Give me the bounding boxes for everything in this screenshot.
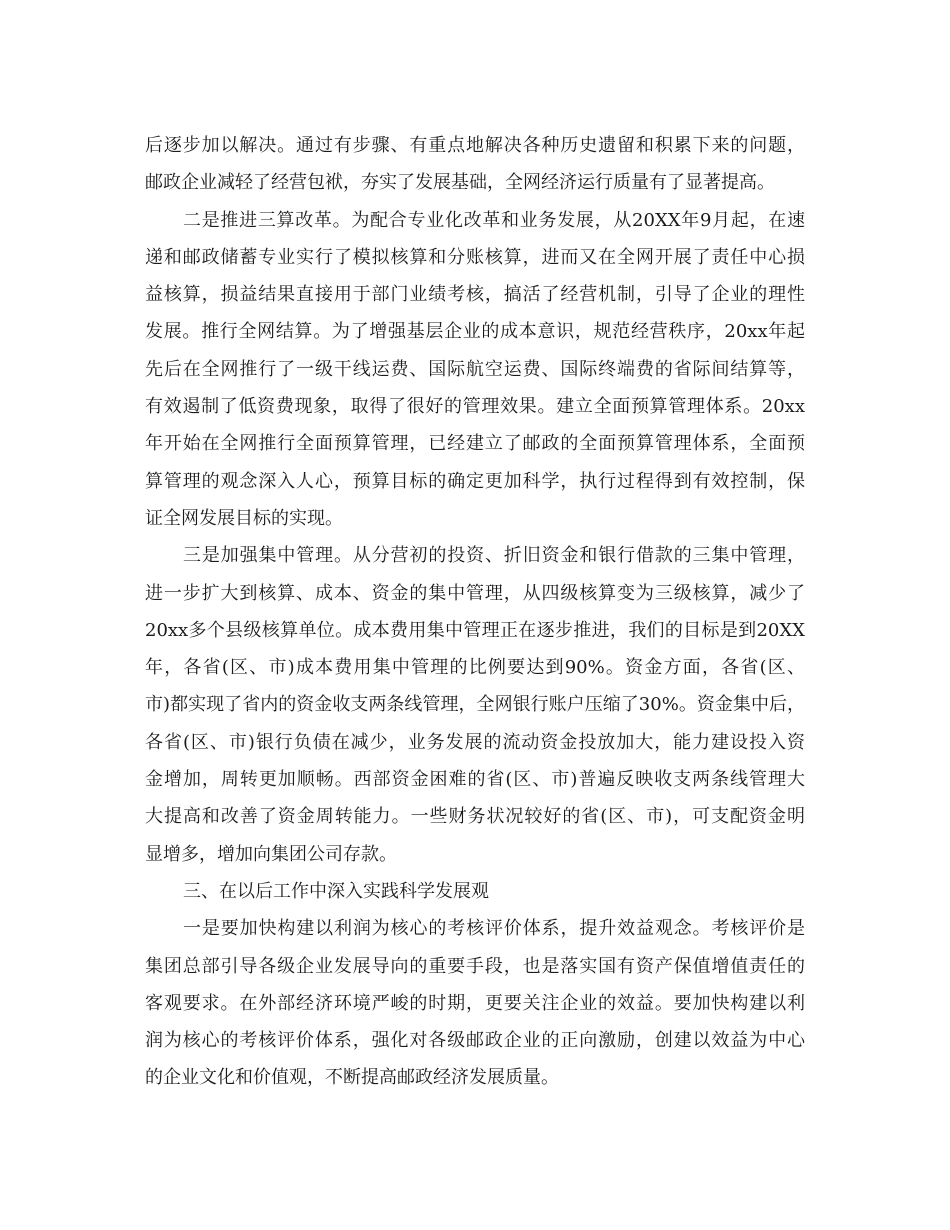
text-line: 进一步扩大到核算、成本、资金的集中管理，从四级核算变为三级核算，减少了 (145, 582, 805, 604)
text-line: 集团总部引导各级企业发展导向的重要手段，也是落实国有资产保值增值责任的 (145, 955, 805, 977)
text-line: 大提高和改善了资金周转能力。一些财务状况较好的省(区、市)，可支配资金明 (145, 806, 805, 828)
text-line: 金增加，周转更加顺畅。西部资金困难的省(区、市)普遍反映收支两条线管理大 (145, 769, 805, 791)
text-line: 一是要加快构建以利润为核心的考核评价体系，提升效益观念。考核评价是 (183, 918, 805, 940)
text-line: 证全网发展目标的实现。 (145, 507, 343, 529)
text-line: 先后在全网推行了一级干线运费、国际航空运费、国际终端费的省际间结算等， (145, 358, 805, 380)
text-line: 三、在以后工作中深入实践科学发展观 (183, 880, 489, 902)
text-line: 益核算，损益结果直接用于部门业绩考核，搞活了经营机制，引导了企业的理性 (145, 284, 805, 306)
text-line: 年开始在全网推行全面预算管理，已经建立了邮政的全面预算管理体系，全面预 (145, 433, 805, 455)
text-line: 的企业文化和价值观，不断提高邮政经济发展质量。 (145, 1067, 559, 1089)
text-line: 各省(区、市)银行负债在减少，业务发展的流动资金投放加大，能力建设投入资 (145, 731, 805, 753)
text-line: 递和邮政储蓄专业实行了模拟核算和分账核算，进而又在全网开展了责任中心损 (145, 246, 805, 268)
text-line: 市)都实现了省内的资金收支两条线管理，全网银行账户压缩了30%。资金集中后， (145, 694, 805, 716)
text-line: 20xx多个县级核算单位。成本费用集中管理正在逐步推进，我们的目标是到20XX (145, 619, 805, 641)
text-line: 邮政企业减轻了经营包袱，夯实了发展基础，全网经济运行质量有了显著提高。 (145, 172, 775, 194)
text-line: 年，各省(区、市)成本费用集中管理的比例要达到90%。资金方面，各省(区、 (145, 657, 805, 679)
text-line: 显增多，增加向集团公司存款。 (145, 843, 397, 865)
text-line: 算管理的观念深入人心，预算目标的确定更加科学，执行过程得到有效控制，保 (145, 470, 805, 492)
text-line: 二是推进三算改革。为配合专业化改革和业务发展，从20XX年9月起，在速 (183, 209, 805, 231)
text-line: 后逐步加以解决。通过有步骤、有重点地解决各种历史遗留和积累下来的问题， (145, 135, 805, 156)
text-line: 发展。推行全网结算。为了增强基层企业的成本意识，规范经营秩序，20xx年起 (145, 321, 805, 343)
text-line: 客观要求。在外部经济环境严峻的时期，更要关注企业的效益。要加快构建以利 (145, 992, 805, 1014)
text-line: 有效遏制了低资费现象，取得了很好的管理效果。建立全面预算管理体系。20xx (145, 396, 805, 418)
text-line: 三是加强集中管理。从分营初的投资、折旧资金和银行借款的三集中管理， (183, 545, 805, 567)
document-body (145, 127, 805, 1097)
text-line: 润为核心的考核评价体系，强化对各级邮政企业的正向激励，创建以效益为中心 (145, 1030, 805, 1052)
